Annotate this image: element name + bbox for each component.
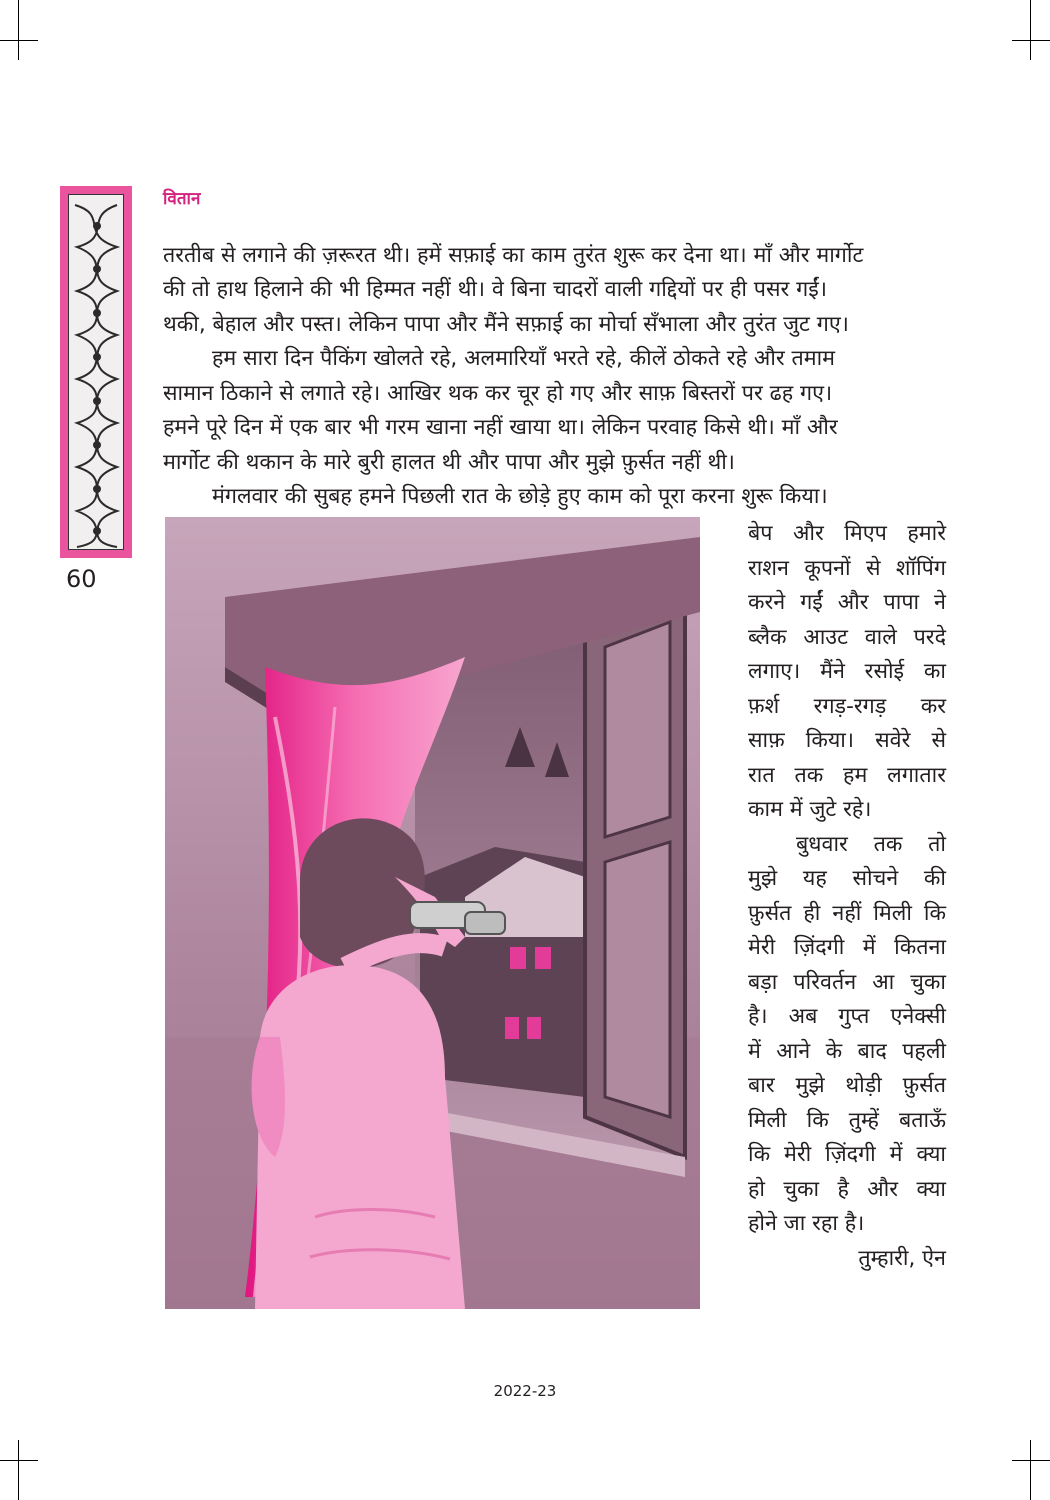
- paragraph-2-line: हम सारा दिन पैकिंग खोलते रहे, अलमारियाँ भरते रहे, कीलें ठोकते रहे और तमाम: [212, 346, 835, 371]
- paragraph-1-line: की तो हाथ हिलाने की भी हिम्मत नहीं थी। वे बिना चादरों वाली गद्दियों पर ही पसर गईं।: [163, 277, 827, 302]
- paragraph-4-line: मेरी ज़िंदगी में कितना: [748, 935, 946, 960]
- crop-mark: [0, 40, 38, 41]
- paragraph-3-line: काम में जुटे रहे।: [748, 797, 872, 822]
- page-header-title: वितान: [163, 189, 201, 209]
- paragraph-2-line: हमने पूरे दिन में एक बार भी गरम खाना नहीं खाया था। लेकिन परवाह किसे थी। माँ और: [163, 415, 838, 440]
- paragraph-1-line: थकी, बेहाल और पस्त। लेकिन पापा और मैंने सफ़ाई का मोर्चा सँभाला और तुरंत जुट गए।: [163, 312, 849, 337]
- illustration-girl-at-window: [165, 517, 700, 1309]
- crop-mark: [18, 1440, 19, 1500]
- paragraph-4-line: होने जा रहा है।: [748, 1211, 865, 1236]
- paragraph-2-line: सामान ठिकाने से लगाते रहे। आखिर थक कर चूर हो गए और साफ़ बिस्तरों पर ढह गए।: [163, 381, 833, 406]
- crop-mark: [0, 1460, 38, 1461]
- paragraph-3-line: फ़र्श रगड़-रगड़ कर: [748, 693, 946, 719]
- paragraph-4-line: बार मुझे थोड़ी फ़ुर्सत: [748, 1073, 946, 1098]
- crop-mark: [1030, 1440, 1031, 1500]
- paragraph-4-line: हो चुका है और क्या: [748, 1176, 946, 1202]
- paragraph-3-column: [748, 517, 946, 1276]
- page-number: 60: [66, 565, 97, 593]
- paragraph-3-line: लगाए। मैंने रसोई का: [748, 659, 946, 684]
- paragraph-3-line: ब्लैक आउट वाले परदे: [748, 624, 946, 650]
- paragraph-3-line: मंगलवार की सुबह हमने पिछली रात के छोड़े हुए काम को पूरा करना शुरू किया।: [212, 484, 828, 509]
- paragraph-3-line: राशन कूपनों से शॉपिंग: [748, 555, 946, 581]
- decorative-border: [60, 186, 132, 558]
- paragraph-4-line: बड़ा परिवर्तन आ चुका: [748, 969, 946, 995]
- paragraph-4-line: कि मेरी ज़िंदगी में क्या: [748, 1142, 946, 1167]
- paragraph-4-line: मिली कि तुम्हें बताऊँ: [748, 1107, 946, 1133]
- ornament-panel: [68, 194, 124, 550]
- paragraph-1-line: तरतीब से लगाने की ज़रूरत थी। हमें सफ़ाई का काम तुरंत शुरू कर देना था। माँ और मार्गोट: [163, 243, 864, 268]
- paragraph-2-line: मार्गोट की थकान के मारे बुरी हालत थी और पापा और मुझे फ़ुर्सत नहीं थी।: [163, 450, 735, 475]
- ornament-pattern: [69, 195, 124, 550]
- signature: तुम्हारी, ऐन: [858, 1245, 946, 1271]
- crop-mark: [1030, 0, 1031, 60]
- paragraph-3-line: करने गईं और पापा ने: [748, 590, 946, 615]
- crop-mark: [1012, 1460, 1050, 1461]
- paragraph-4-line: में आने के बाद पहली: [748, 1038, 946, 1064]
- paragraph-4-line: मुझे यह सोचने की: [748, 866, 946, 891]
- paragraph-3-line: रात तक हम लगातार: [748, 762, 946, 788]
- paragraph-3-line: साफ़ किया। सवेरे से: [748, 728, 946, 753]
- paragraph-4-line: बुधवार तक तो: [796, 831, 946, 857]
- paragraph-4-line: है। अब गुप्त एनेक्सी: [748, 1004, 946, 1029]
- crop-mark: [18, 0, 19, 60]
- paragraph-4-line: फ़ुर्सत ही नहीं मिली कि: [748, 900, 946, 926]
- crop-mark: [1012, 40, 1050, 41]
- paragraph-3-line: बेप और मिएप हमारे: [748, 521, 946, 546]
- footer-year: 2022-23: [493, 1382, 557, 1400]
